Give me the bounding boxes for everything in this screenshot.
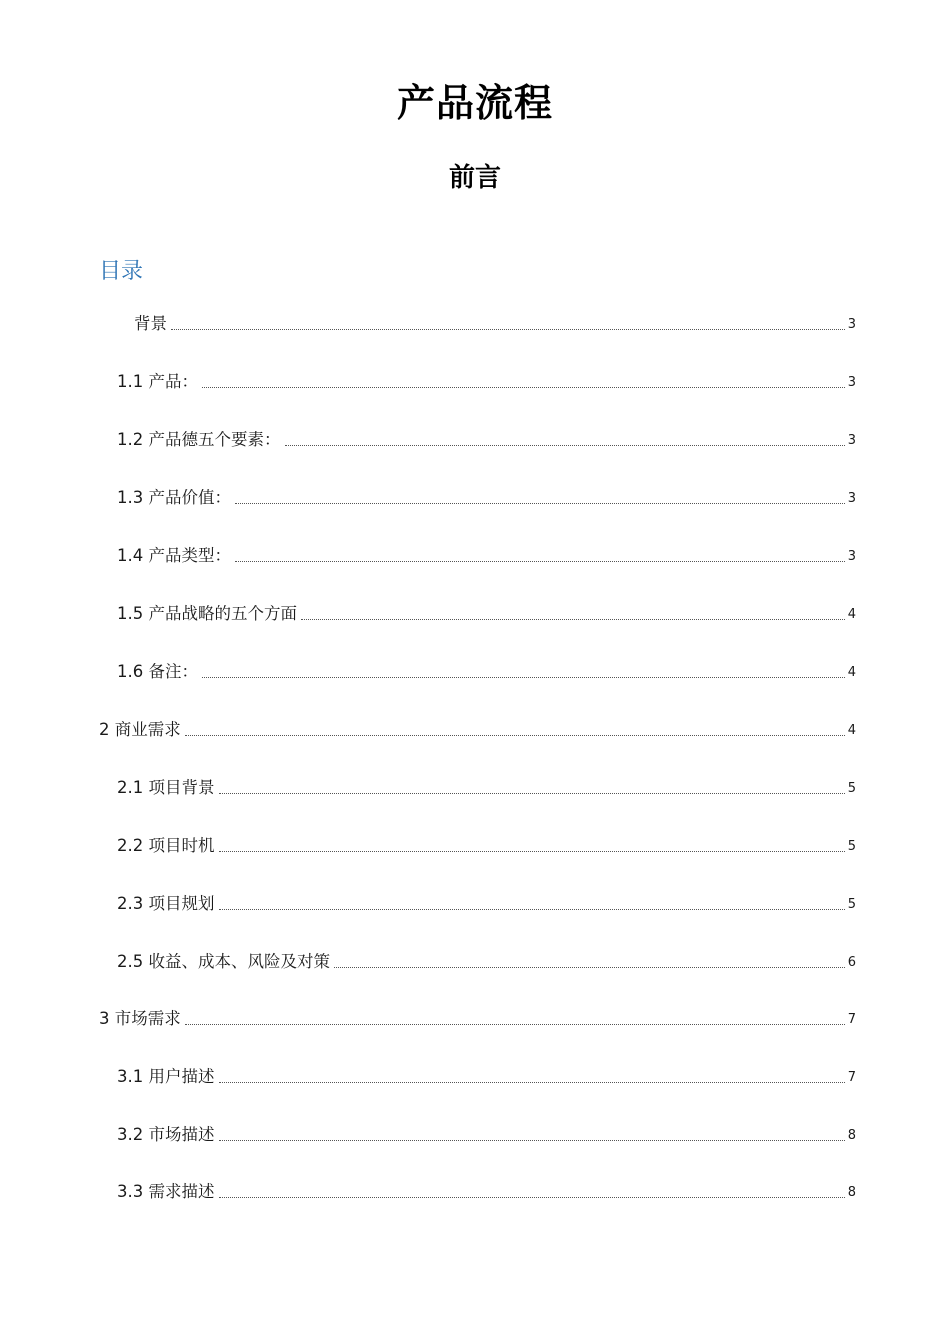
toc-dot-leader — [334, 967, 845, 968]
toc-page-number: 3 — [847, 549, 856, 564]
toc-entry-2-1[interactable] — [117, 776, 856, 800]
toc-entry-1-6[interactable] — [117, 660, 856, 684]
toc-entry-3[interactable] — [99, 1007, 856, 1031]
toc-page-number: 8 — [847, 1128, 856, 1143]
toc-dot-leader — [219, 1140, 845, 1141]
toc-dot-leader — [219, 909, 845, 910]
toc-entry-label: 2 商业需求 — [99, 720, 181, 739]
toc-heading: 目录 — [99, 259, 144, 284]
toc-page-number: 4 — [847, 607, 856, 622]
toc-entry-label: 3.1 用户描述 — [117, 1067, 215, 1086]
toc-entry-label: 3.3 需求描述 — [117, 1182, 215, 1201]
toc-entry-label: 1.3 产品价值： — [117, 488, 231, 507]
toc-dot-leader — [301, 619, 845, 620]
toc-page-number: 5 — [847, 781, 856, 796]
toc-dot-leader — [219, 793, 845, 794]
toc-page-number: 5 — [847, 839, 856, 854]
toc-entry-label: 1.5 产品战略的五个方面 — [117, 604, 297, 623]
toc-entry-2-5[interactable] — [117, 950, 856, 974]
toc-dot-leader — [235, 561, 845, 562]
toc-dot-leader — [235, 503, 845, 504]
toc-entry-2-3[interactable] — [117, 892, 856, 916]
toc-entry-1-1[interactable] — [117, 370, 856, 394]
toc-entry-2-2[interactable] — [117, 834, 856, 858]
toc-dot-leader — [219, 1197, 845, 1198]
toc-entry-3-3[interactable] — [117, 1180, 856, 1204]
toc-dot-leader — [202, 677, 845, 678]
toc-page-number: 3 — [847, 317, 856, 332]
toc-entry-2[interactable] — [99, 718, 856, 742]
toc-entry-1-4[interactable] — [117, 544, 856, 568]
toc-entry-background[interactable] — [134, 312, 856, 336]
toc-dot-leader — [202, 387, 845, 388]
toc-entry-label: 2.1 项目背景 — [117, 778, 215, 797]
toc-page-number: 3 — [847, 433, 856, 448]
toc-entry-label: 2.3 项目规划 — [117, 894, 215, 913]
toc-entry-3-1[interactable] — [117, 1065, 856, 1089]
toc-page-number: 5 — [847, 897, 856, 912]
preface-heading: 前言 — [448, 163, 501, 193]
toc-entry-label: 背景 — [134, 314, 167, 333]
toc-dot-leader — [171, 329, 845, 330]
toc-entry-label: 1.4 产品类型： — [117, 546, 231, 565]
toc-page-number: 3 — [847, 375, 856, 390]
document-title: 产品流程 — [396, 81, 553, 125]
toc-page-number: 7 — [847, 1012, 856, 1027]
toc-entry-1-3[interactable] — [117, 486, 856, 510]
toc-entry-label: 3.2 市场描述 — [117, 1125, 215, 1144]
toc-dot-leader — [219, 851, 845, 852]
toc-entry-3-2[interactable] — [117, 1123, 856, 1147]
toc-page-number: 8 — [847, 1185, 856, 1200]
toc-entry-label: 1.6 备注： — [117, 662, 198, 681]
toc-dot-leader — [285, 445, 845, 446]
toc-page-number: 3 — [847, 491, 856, 506]
toc-page-number: 7 — [847, 1070, 856, 1085]
toc-page-number: 4 — [847, 723, 856, 738]
toc-page-number: 6 — [847, 955, 856, 970]
toc-entry-label: 2.5 收益、成本、风险及对策 — [117, 952, 330, 971]
toc-page-number: 4 — [847, 665, 856, 680]
toc-entry-label: 2.2 项目时机 — [117, 836, 215, 855]
toc-entry-label: 1.2 产品德五个要素： — [117, 430, 281, 449]
toc-entry-1-5[interactable] — [117, 602, 856, 626]
toc-entry-label: 1.1 产品： — [117, 372, 198, 391]
toc-dot-leader — [185, 735, 845, 736]
toc-dot-leader — [185, 1024, 845, 1025]
toc-dot-leader — [219, 1082, 845, 1083]
toc-entry-1-2[interactable] — [117, 428, 856, 452]
toc-entry-label: 3 市场需求 — [99, 1009, 181, 1028]
